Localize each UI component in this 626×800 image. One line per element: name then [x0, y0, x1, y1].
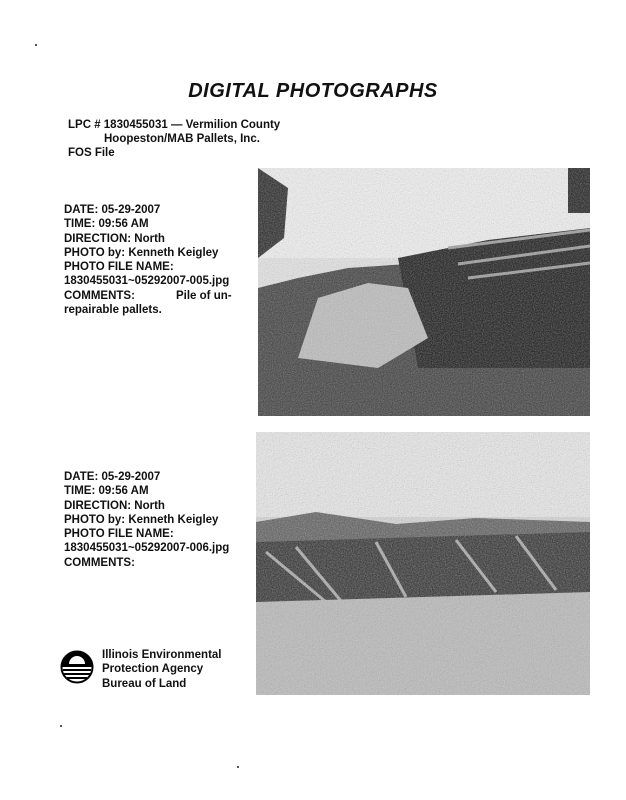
photo-comments — [64, 556, 254, 570]
photo-date: DATE: 05-29-2007 — [64, 471, 161, 483]
agency-line-2: Protection Agency — [102, 663, 204, 676]
photo-file-name: 1830455031~05292007-005.jpg — [64, 275, 230, 288]
photo-by: PHOTO by: Kenneth Keigley — [64, 246, 219, 259]
photo-info-1 — [64, 203, 254, 317]
photo-file-label: PHOTO FILE NAME: — [64, 528, 174, 541]
site-header — [68, 118, 280, 160]
photo-by: PHOTO by: Kenneth Keigley — [64, 513, 219, 526]
photo-file-label: PHOTO FILE NAME: — [64, 261, 174, 274]
comments-label: COMMENTS: — [64, 556, 135, 569]
comments-label: COMMENTS: — [64, 289, 135, 302]
photo-direction: DIRECTION: North — [64, 499, 165, 512]
agency-name — [102, 648, 222, 691]
photo-time: TIME: 09:56 AM — [64, 218, 149, 231]
comments-text: Pile of un-repairable pallets. — [64, 289, 232, 317]
lpc-line: LPC # 1830455031 — Vermilion County — [68, 119, 281, 131]
photo-info-2 — [64, 470, 254, 570]
file-type: FOS File — [68, 147, 115, 159]
site-photo-1 — [258, 168, 590, 416]
agency-line-1: Illinois Environmental — [102, 649, 222, 661]
facility-name: Hoopeston/MAB Pallets, Inc. — [104, 133, 260, 145]
iepa-logo-icon — [60, 650, 94, 684]
scan-speck — [60, 725, 62, 727]
photo-comments — [64, 289, 254, 318]
photo-file-name: 1830455031~05292007-006.jpg — [64, 542, 230, 555]
photo-date: DATE: 05-29-2007 — [64, 204, 161, 216]
scan-speck — [237, 766, 239, 768]
site-photo-2 — [256, 432, 590, 695]
agency-line-3: Bureau of Land — [102, 677, 187, 690]
photo-direction: DIRECTION: North — [64, 232, 165, 245]
agency-block — [60, 648, 222, 691]
scan-speck — [35, 44, 37, 46]
page-title: DIGITAL PHOTOGRAPHS — [188, 80, 438, 102]
photo-time: TIME: 09:56 AM — [64, 485, 149, 498]
